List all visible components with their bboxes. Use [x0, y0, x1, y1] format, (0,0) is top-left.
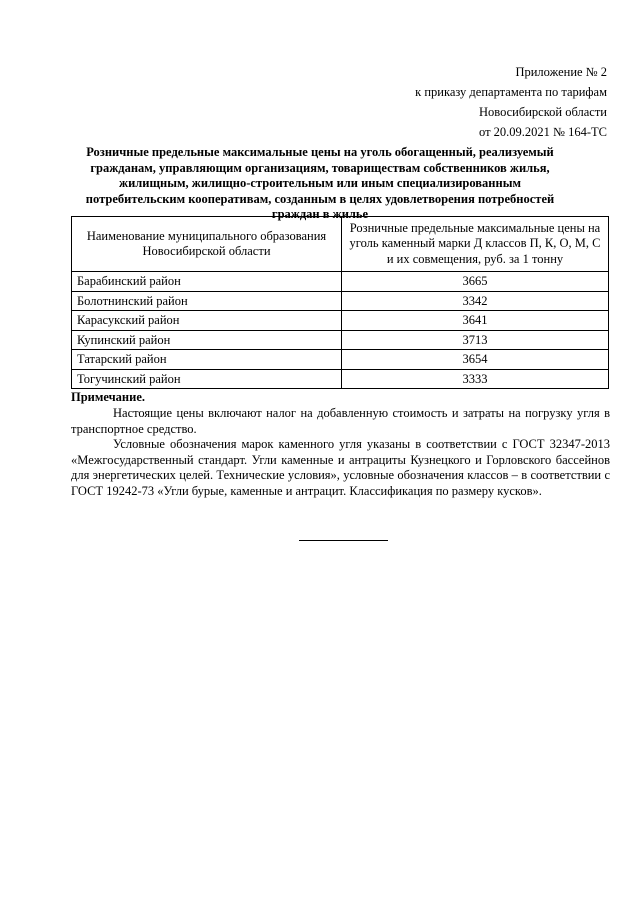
district-name: Барабинский район: [72, 272, 342, 292]
document-title: Розничные предельные максимальные цены на уголь обогащенный, реализуемый гражданам, управляющим организациям, товариществам собственников жилья, жилищным, жилищно-строительным или иным специализированным потребительским кооперативам, созданным в целях удовлетворения потребностей граждан в жилье: [85, 145, 555, 221]
table-row: [72, 369, 609, 389]
appendix-order-ref: к приказу департамента по тарифам: [415, 85, 607, 99]
table-row: [72, 311, 609, 331]
note-heading: Примечание.: [71, 390, 146, 404]
price-value: 3654: [342, 350, 609, 370]
appendix-region: Новосибирской области: [478, 105, 607, 119]
district-name: Тогучинский район: [72, 369, 342, 389]
header-price: Розничные предельные максимальные цены на уголь каменный марки Д классов П, К, О, М, С и их совмещения, руб. за 1 тонну: [342, 217, 609, 272]
district-name: Карасукский район: [72, 311, 342, 331]
appendix-date: от 20.09.2021 № 164-ТС: [479, 125, 607, 139]
price-value: 3713: [342, 330, 609, 350]
price-value: 3333: [342, 369, 609, 389]
note-paragraph-gost: Условные обозначения марок каменного угля указаны в соответствии с ГОСТ 32347-2013 «Межгосударственный стандарт. Угли каменные и антрациты Кузнецкого и Горловского бассейнов для энергетических целей. Технические условия», условные обозначения классов – в соответствии с ГОСТ 19242-73 «Угли бурые, каменные и антрацит. Классификация по размеру кусков».: [71, 437, 610, 498]
note-body: [71, 406, 610, 499]
appendix-reference: [415, 62, 607, 142]
appendix-number: Приложение № 2: [515, 65, 607, 79]
note-paragraph-tax: Настоящие цены включают налог на добавленную стоимость и затраты на погрузку угля в транспортное средство.: [71, 406, 610, 436]
table-row: [72, 272, 609, 292]
table-row: [72, 350, 609, 370]
district-name: Болотнинский район: [72, 291, 342, 311]
price-table: [71, 216, 609, 389]
table-header-row: [72, 217, 609, 272]
price-value: 3342: [342, 291, 609, 311]
table-row: [72, 291, 609, 311]
price-value: 3641: [342, 311, 609, 331]
separator-line: [299, 540, 388, 541]
table-row: [72, 330, 609, 350]
header-municipality: Наименование муниципального образования Новосибирской области: [72, 217, 342, 272]
price-value: 3665: [342, 272, 609, 292]
district-name: Татарский район: [72, 350, 342, 370]
district-name: Купинский район: [72, 330, 342, 350]
